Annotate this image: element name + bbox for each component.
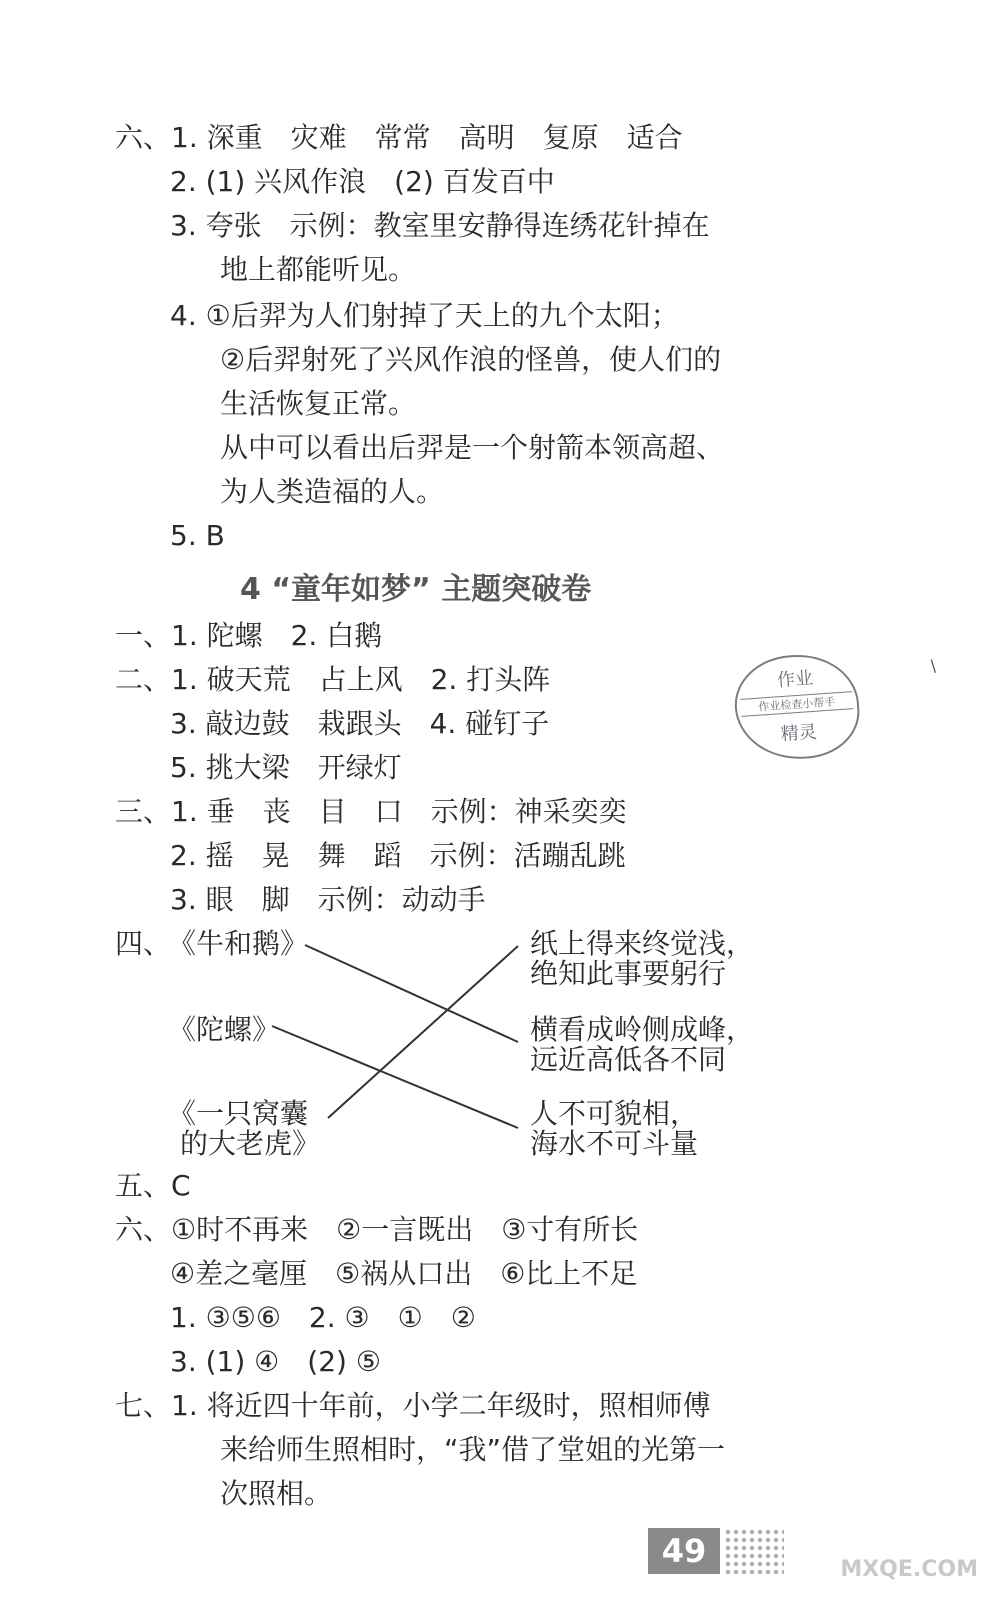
answer-line: 2. (1) 兴风作浪 (2) 百发百中 bbox=[170, 165, 555, 198]
match-left-3a: 《一只窝囊 bbox=[168, 1097, 309, 1130]
match-right-2b: 远近高低各不同 bbox=[530, 1043, 727, 1076]
answer-line: 3. 敲边鼓 栽跟头 4. 碰钉子 bbox=[170, 707, 550, 740]
match-right-1b: 绝知此事要躬行 bbox=[530, 957, 727, 990]
match-line-3 bbox=[328, 946, 518, 1118]
answer-line: 来给师生照相时，“我”借了堂姐的光第一 bbox=[220, 1433, 726, 1466]
answer-line: 地上都能听见。 bbox=[220, 253, 417, 286]
answer-line: 从中可以看出后羿是一个射箭本领高超、 bbox=[220, 431, 725, 464]
match-left-2: 《陀螺》 bbox=[168, 1013, 281, 1046]
answer-line: 1. ③⑤⑥ 2. ③ ① ② bbox=[170, 1301, 476, 1334]
section-title: 4 “童年如梦” 主题突破卷 bbox=[240, 572, 592, 607]
matching-label: 四、 bbox=[115, 927, 172, 960]
corner-mark: \ bbox=[930, 656, 936, 675]
answer-line: 五、C bbox=[115, 1169, 191, 1202]
answer-line: ④差之毫厘 ⑤祸从口出 ⑥比上不足 bbox=[170, 1257, 638, 1290]
answer-line: 一、1. 陀螺 2. 白鹅 bbox=[115, 619, 383, 652]
match-line-1 bbox=[305, 945, 518, 1042]
answer-line: 3. (1) ④ (2) ⑤ bbox=[170, 1345, 381, 1378]
answer-line: 2. 摇 晃 舞 蹈 示例：活蹦乱跳 bbox=[170, 839, 626, 872]
answer-line: 六、1. 深重 灾难 常常 高明 复原 适合 bbox=[115, 121, 683, 154]
watermark: MXQE.COM bbox=[840, 1557, 978, 1582]
answer-line: 六、①时不再来 ②一言既出 ③寸有所长 bbox=[115, 1213, 639, 1246]
answer-line: 5. 挑大梁 开绿灯 bbox=[170, 751, 402, 784]
match-right-3b: 海水不可斗量 bbox=[530, 1127, 699, 1160]
match-left-1: 《牛和鹅》 bbox=[168, 927, 309, 960]
match-right-1a: 纸上得来终觉浅， bbox=[530, 927, 755, 960]
answer-line: 二、1. 破天荒 占上风 2. 打头阵 bbox=[115, 663, 551, 696]
answer-line: 5. B bbox=[170, 519, 225, 552]
match-right-2a: 横看成岭侧成峰， bbox=[530, 1013, 755, 1046]
answer-line: 次照相。 bbox=[220, 1477, 333, 1510]
match-line-2 bbox=[272, 1026, 518, 1128]
match-right-3a: 人不可貌相， bbox=[530, 1097, 699, 1130]
answer-line: 七、1. 将近四十年前，小学二年级时，照相师傅 bbox=[115, 1389, 711, 1422]
answer-line: 为人类造福的人。 bbox=[220, 475, 445, 508]
answer-line: 生活恢复正常。 bbox=[220, 387, 417, 420]
answer-line: 4. ①后羿为人们射掉了天上的九个太阳； bbox=[170, 299, 679, 332]
page-dots-decoration bbox=[724, 1528, 784, 1574]
stamp-middle-text: 作业检查小帮手 bbox=[740, 691, 853, 717]
answer-line: 三、1. 垂 丧 目 口 示例：神采奕奕 bbox=[115, 795, 627, 828]
stamp-top-text: 作业 bbox=[776, 667, 814, 692]
match-left-3b: 的大老虎》 bbox=[180, 1127, 321, 1160]
stamp-bottom-text: 精灵 bbox=[780, 721, 818, 746]
page-number: 49 bbox=[648, 1528, 720, 1574]
answer-line: 3. 眼 脚 示例：动动手 bbox=[170, 883, 486, 916]
answer-line: ②后羿射死了兴风作浪的怪兽，使人们的 bbox=[220, 343, 722, 376]
answer-line: 3. 夸张 示例：教室里安静得连绣花针掉在 bbox=[170, 209, 710, 242]
